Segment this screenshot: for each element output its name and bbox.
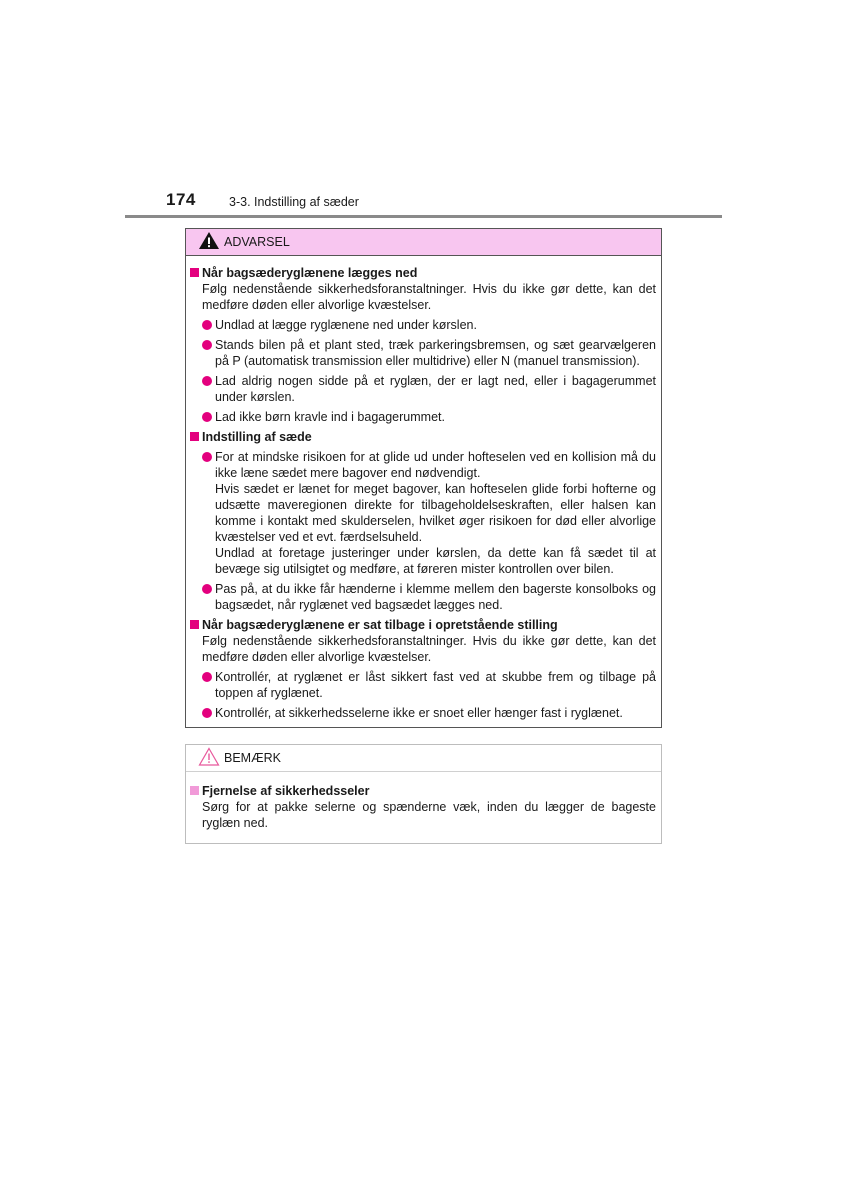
bullet-dot-icon [202,412,212,422]
note-body [186,772,661,843]
bullet-dot-icon [202,340,212,350]
list-item: Undlad at lægge ryglænene ned under kørslen. [190,317,656,333]
warning-triangle-icon [198,231,220,253]
list-item: Kontrollér, at sikkerhedsselerne ikke er snoet eller hænger fast i ryglænet. [190,705,656,721]
list-item: Kontrollér, at ryglænet er låst sikkert fast ved at skubbe frem og tilbage på toppen af ryglænet. [190,669,656,701]
warning-box [185,228,662,728]
square-bullet-icon [190,786,199,795]
section-title: 3-3. Indstilling af sæder [229,195,359,209]
square-bullet-icon [190,620,199,629]
warning-body [186,256,661,727]
list-item: Pas på, at du ikke får hænderne i klemme mellem den bagerste konsolboks og bagsædet, når ryglænet ved bagsædet lægges ned. [190,581,656,613]
square-bullet-icon [190,432,199,441]
warning-header [186,229,661,256]
list-item: Lad ikke børn kravle ind i bagagerummet. [190,409,656,425]
warning-title: ADVARSEL [224,235,290,249]
bullet-dot-icon [202,584,212,594]
warning-section-heading: Når bagsæderyglænene er sat tilbage i opretstående stilling [190,617,656,633]
list-item: Stands bilen på et plant sted, træk parkeringsbremsen, og sæt gearvælgeren på P (automatisk transmission eller multidrive) eller N (manuel transmission). [190,337,656,369]
header-rule [125,215,722,218]
warning-section-intro: Følg nedenstående sikkerhedsforanstaltninger. Hvis du ikke gør dette, kan det medføre døden eller alvorlige kvæstelser. [202,282,656,312]
bullet-dot-icon [202,376,212,386]
note-title: BEMÆRK [224,751,281,765]
list-item: Lad aldrig nogen sidde på et ryglæn, der er lagt ned, eller i bagagerummet under kørslen. [190,373,656,405]
warning-section-heading: Indstilling af sæde [190,429,656,445]
note-box [185,744,662,844]
bullet-dot-icon [202,452,212,462]
list-item: For at mindske risikoen for at glide ud under hofteselen ved en kollision må du ikke læne sædet mere bagover end nødvendigt. Hvis sædet er lænet for meget bagover, kan hofteselen glide forbi hofterne og udsætte maveregionen direkte for tilbageholdelseskraften, eller halsen kan komme i kontakt med skulderselen, hvilket øger risikoen for død eller alvorlige kvæstelser ved et evt. færdselsuheld. Undlad at foretage justeringer under kørslen, da dette kan få sædet til at bevæge sig utilsigtet og medføre, at føreren mister kontrollen over bilen. [190,449,656,577]
square-bullet-icon [190,268,199,277]
note-section-heading: Fjernelse af sikkerhedsseler [190,783,656,799]
bullet-dot-icon [202,672,212,682]
bullet-dot-icon [202,708,212,718]
note-header [186,745,661,772]
caution-triangle-outline-icon [198,747,220,769]
page-number: 174 [166,190,196,209]
warning-section-intro: Følg nedenstående sikkerhedsforanstaltninger. Hvis du ikke gør dette, kan det medføre døden eller alvorlige kvæstelser. [202,634,656,664]
note-section-intro: Sørg for at pakke selerne og spænderne væk, inden du lægger de bageste ryglæn ned. [202,800,656,830]
warning-section-heading: Når bagsæderyglænene lægges ned [190,265,656,281]
bullet-dot-icon [202,320,212,330]
